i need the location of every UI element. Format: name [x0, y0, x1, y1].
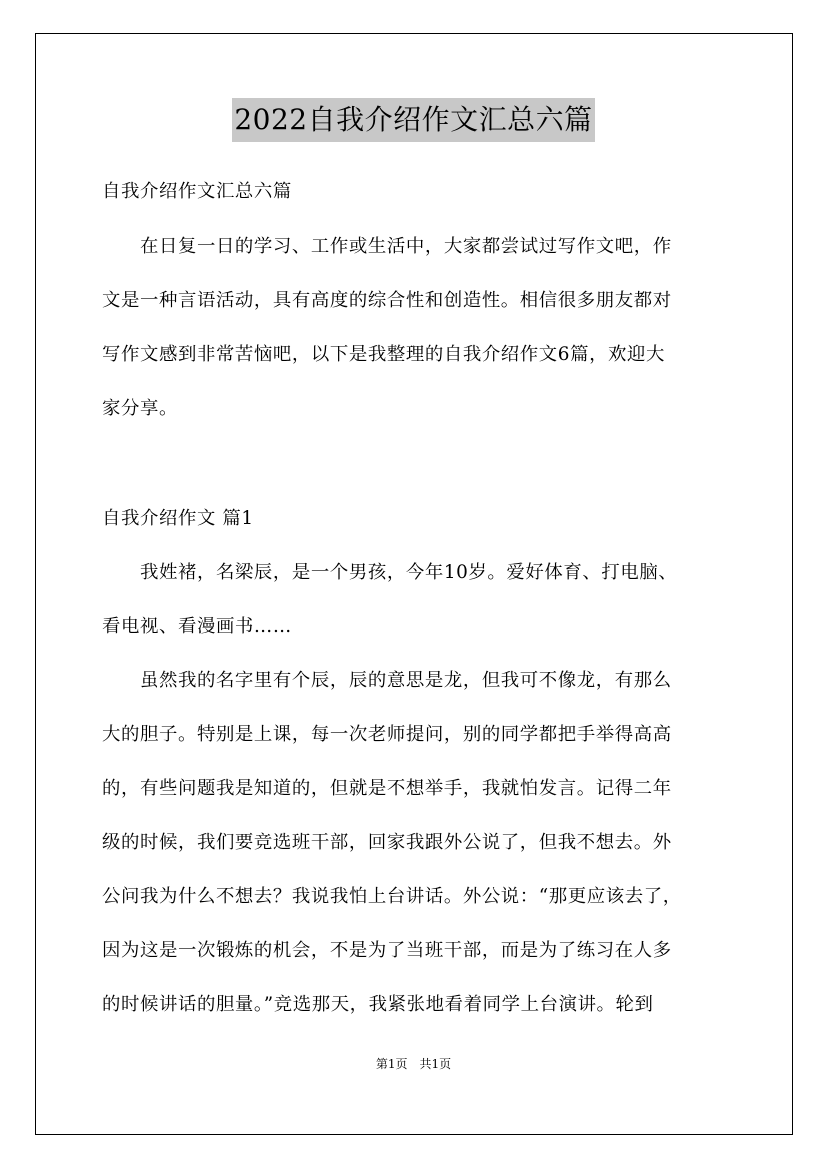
intro-line: 在日复一日的学习、工作或生活中，大家都尝试过写作文吧，作 — [102, 236, 672, 257]
paragraph-line: 公问我为什么不想去？我说我怕上台讲话。外公说：“那更应该去了， — [102, 886, 682, 907]
subtitle: 自我介绍作文汇总六篇 — [102, 181, 292, 202]
section-heading: 自我介绍作文 篇1 — [102, 508, 254, 529]
paragraph-line: 我姓褚，名梁辰，是一个男孩，今年10岁。爱好体育、打电脑、 — [102, 562, 678, 583]
paragraph-line: 虽然我的名字里有个辰，辰的意思是龙，但我可不像龙，有那么 — [102, 670, 672, 691]
paragraph-line: 级的时候，我们要竞选班干部，回家我跟外公说了，但我不想去。外 — [102, 832, 672, 853]
paragraph-line: 的，有些问题我是知道的，但就是不想举手，我就怕发言。记得二年 — [102, 778, 672, 799]
page-footer: 第1页 共1页 — [375, 1057, 452, 1071]
paragraph-line: 看电视、看漫画书…… — [102, 616, 292, 637]
paragraph-line: 大的胆子。特别是上课，每一次老师提问，别的同学都把手举得高高 — [102, 724, 672, 745]
intro-line: 写作文感到非常苦恼吧，以下是我整理的自我介绍作文6篇，欢迎大 — [102, 344, 666, 365]
intro-line: 文是一种言语活动，具有高度的综合性和创造性。相信很多朋友都对 — [102, 290, 672, 311]
document-title: 2022自我介绍作文汇总六篇 — [232, 98, 594, 142]
title-container — [0, 98, 827, 142]
paragraph-line: 的时候讲话的胆量。”竞选那天，我紧张地看着同学上台演讲。轮到 — [102, 994, 654, 1015]
paragraph-line: 因为这是一次锻炼的机会，不是为了当班干部，而是为了练习在人多 — [102, 940, 672, 961]
intro-line: 家分享。 — [102, 398, 178, 419]
